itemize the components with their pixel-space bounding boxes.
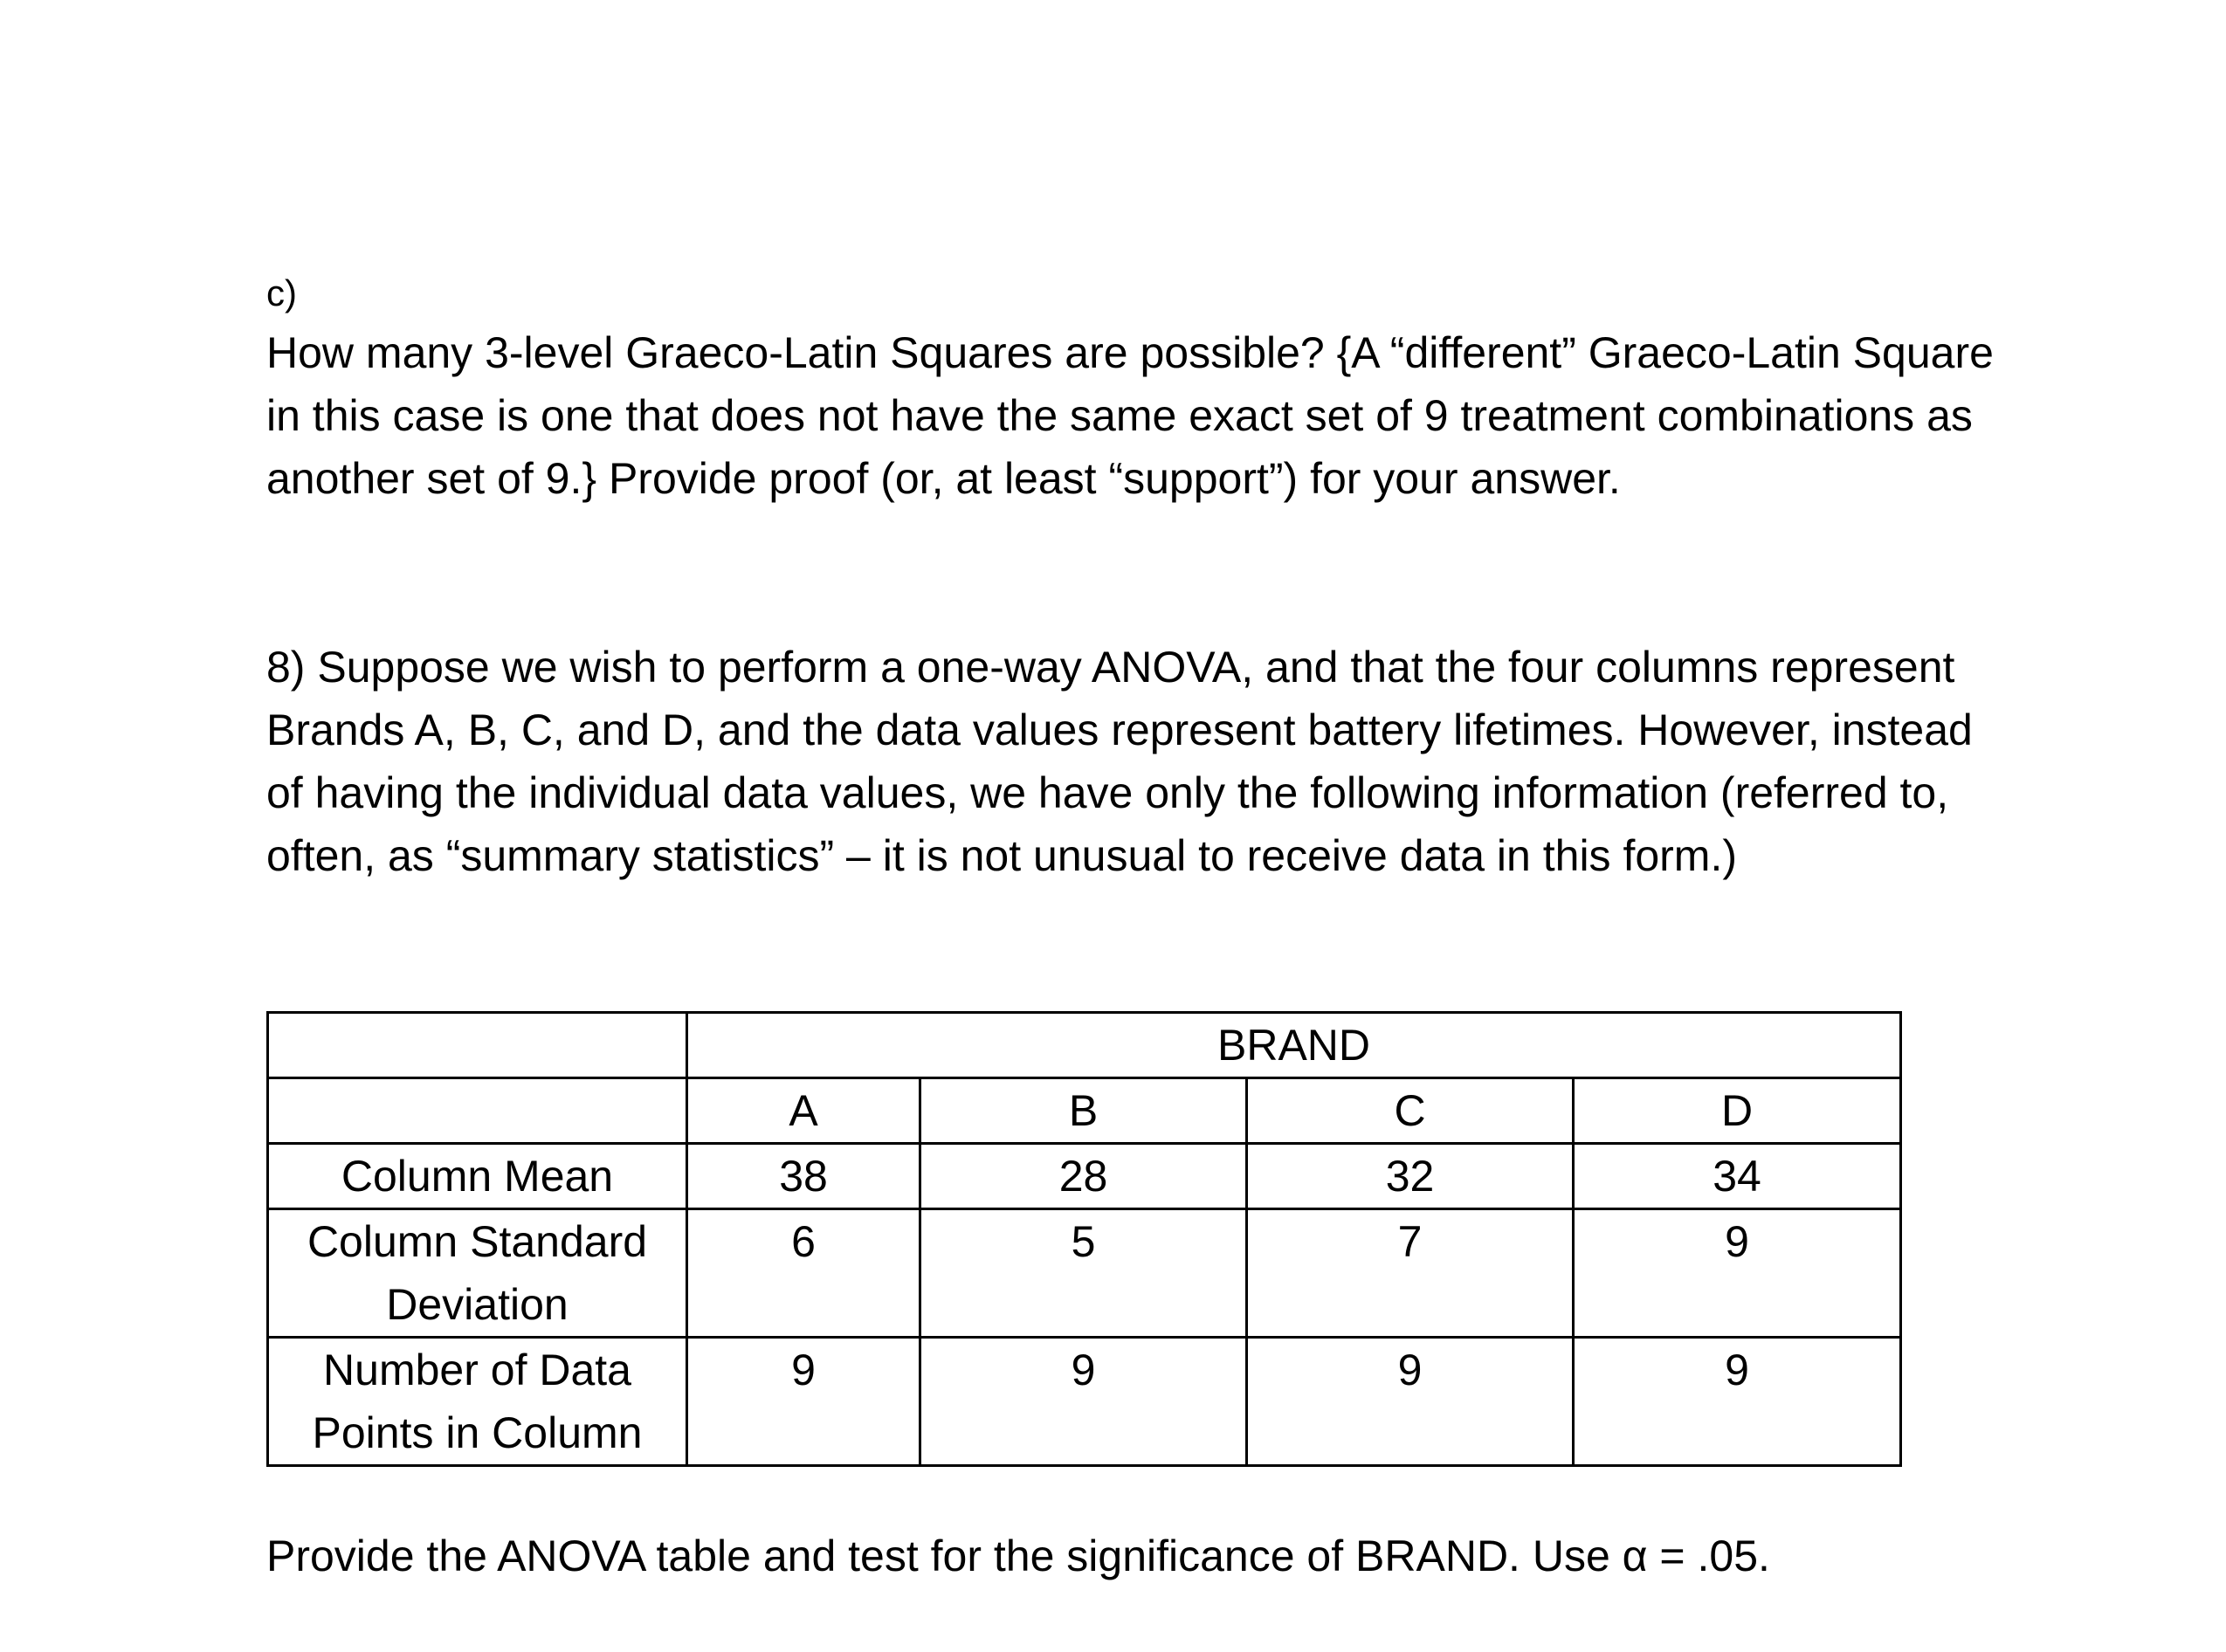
table-cell: 9 [920,1338,1247,1466]
table-cell: 5 [920,1209,1247,1338]
anova-instruction-text [266,1525,2013,1587]
table-cell: 6 [687,1209,920,1338]
table-cell: 32 [1247,1144,1574,1209]
table-corner-cell [268,1013,687,1078]
table-row [268,1144,1901,1209]
row-label-column-mean: Column Mean [268,1144,687,1209]
table-cell: 28 [920,1144,1247,1209]
table-group-header-row [268,1013,1901,1078]
table-cell: 9 [1574,1338,1901,1466]
anova-instruction-paragraph: Provide the ANOVA table and test for the significance of BRAND. Use α = .05. [266,1532,1770,1580]
table-cell: 34 [1574,1144,1901,1209]
table-brand-header-row [268,1078,1901,1144]
row-label-number-of-points: Number of Data Points in Column [268,1338,687,1466]
question-c-text [266,321,2013,510]
table-cell: 7 [1247,1209,1574,1338]
brand-header-c: C [1247,1078,1574,1144]
question-c-paragraph: How many 3-level Graeco-Latin Squares are possible? {A “different” Graeco-Latin Square in this case is one that does not have the same exact set of 9 treatment combinations as another set of 9.} Provide proof (or, at least “support”) for your answer. [266,328,1994,503]
part-label: c) [266,272,297,313]
table-cell: 9 [1247,1338,1574,1466]
table-row [268,1338,1901,1466]
question-8-text [266,636,2013,887]
table-empty-cell [268,1078,687,1144]
summary-statistics-table [266,1011,1902,1467]
row-label-standard-deviation: Column Standard Deviation [268,1209,687,1338]
brand-header-b: B [920,1078,1247,1144]
table-cell: 38 [687,1144,920,1209]
table-cell: 9 [687,1338,920,1466]
brand-header-d: D [1574,1078,1901,1144]
brand-header-a: A [687,1078,920,1144]
brand-group-header: BRAND [687,1013,1901,1078]
table-cell: 9 [1574,1209,1901,1338]
question-8-paragraph: 8) Suppose we wish to perform a one-way ANOVA, and that the four columns represent Brands A, B, C, and D, and the data values represent battery lifetimes. However, instead of having the individual data values, we have only the following information (referred to, often, as “summary statistics” – it is not unusual to receive data in this form.) [266,643,1973,880]
table-row [268,1209,1901,1338]
